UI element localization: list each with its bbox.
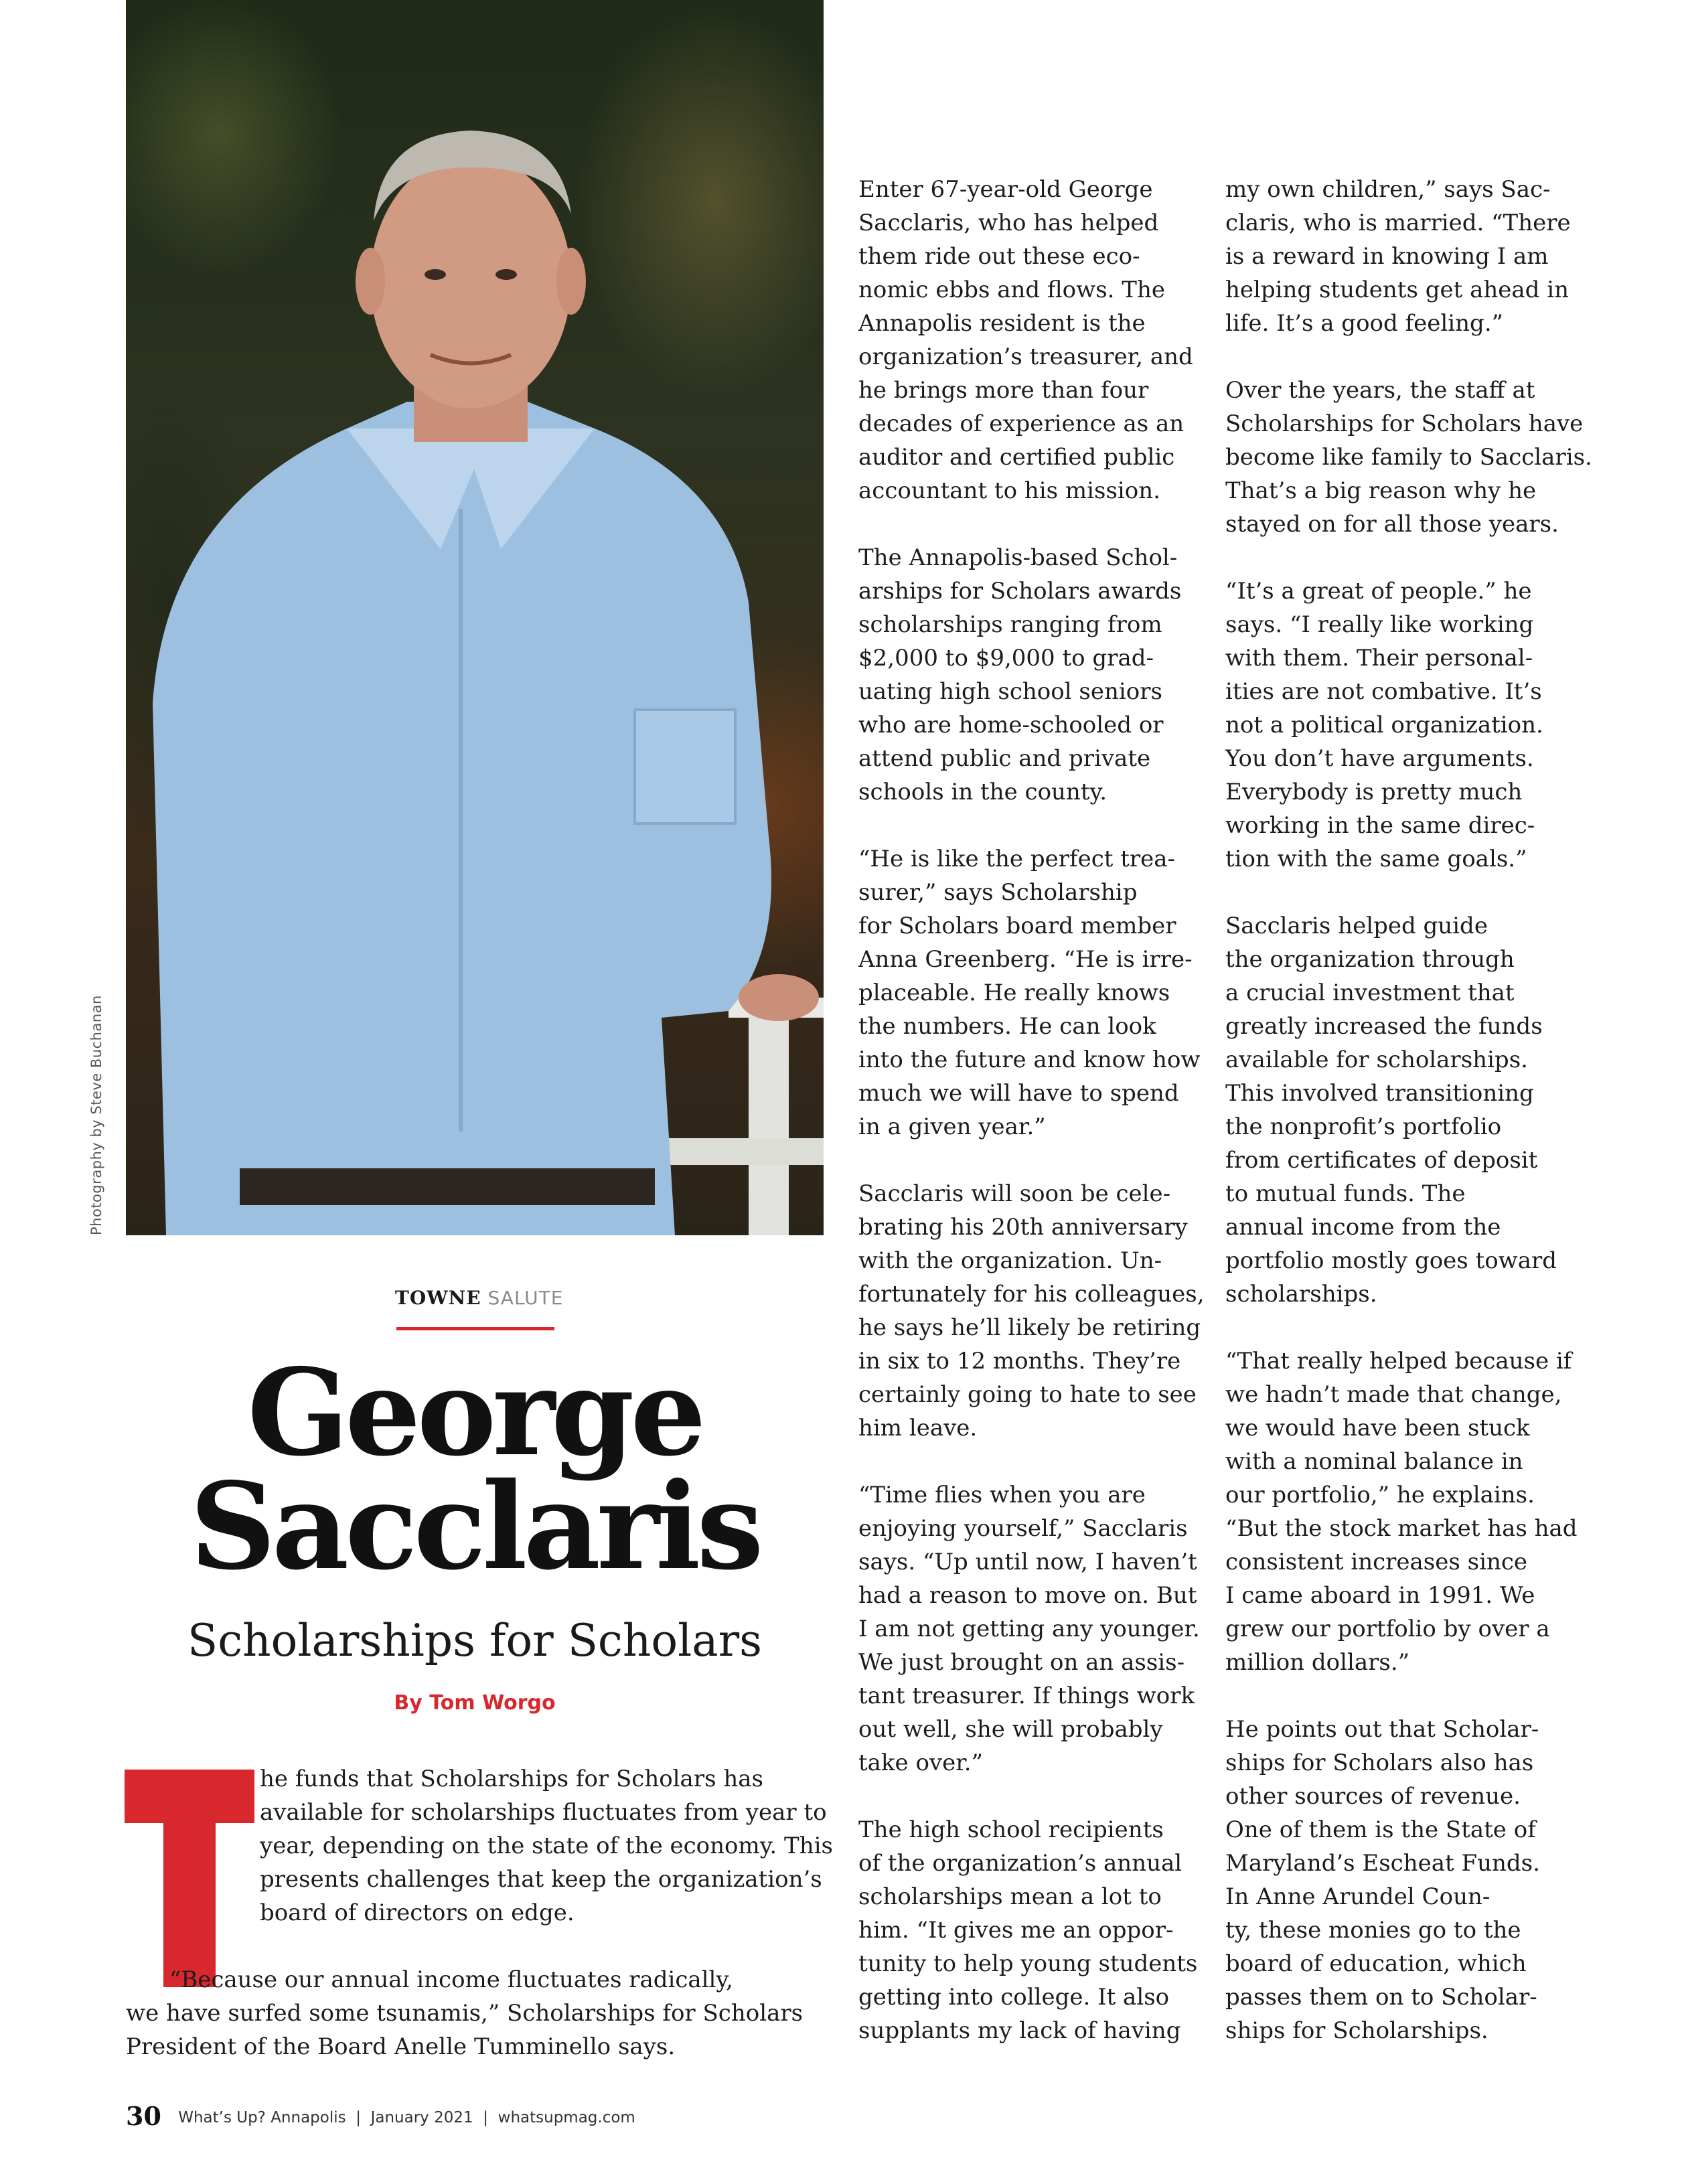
article-headline	[126, 1342, 824, 1596]
text-line: not a political organization.	[1225, 712, 1543, 738]
section-kicker	[395, 1287, 564, 1309]
text-line: with the organization. Un-	[858, 1247, 1162, 1274]
text-line: Scholarships for Scholars have	[1225, 410, 1584, 437]
text-line: tant treasurer. If things work	[858, 1683, 1195, 1709]
text-line: stayed on for all those years.	[1225, 511, 1559, 538]
text-line: ships for Scholarships.	[1225, 2017, 1488, 2044]
text-line: with them. Their personal-	[1225, 645, 1533, 672]
paragraph-gap	[858, 1445, 1207, 1478]
text-line: consistent increases since	[1225, 1549, 1527, 1575]
text-line: Enter 67-year-old George	[858, 176, 1153, 203]
text-line: tunity to help young students	[858, 1950, 1198, 1977]
text-line: he funds that Scholarships for Scholars has	[260, 1766, 763, 1792]
paragraph-gap	[1225, 1679, 1574, 1713]
text-line: Maryland’s Escheat Funds.	[1225, 1850, 1540, 1877]
text-line: portfolio mostly goes toward	[1225, 1247, 1557, 1274]
text-line: ty, these monies go to the	[1225, 1917, 1521, 1944]
text-line: This involved transitioning	[1225, 1080, 1534, 1107]
text-line: we hadn’t made that change,	[1225, 1381, 1562, 1408]
text-line: “That really helped because if	[1225, 1348, 1572, 1375]
text-line: Sacclaris, who has helped	[858, 210, 1159, 236]
text-line: life. It’s a good feeling.”	[1225, 310, 1504, 337]
text-line: year, depending on the state of the economy. This	[260, 1832, 833, 1859]
intro-paragraph-2	[126, 1963, 829, 2063]
text-line: tion with the same goals.”	[1225, 846, 1527, 872]
paragraph-gap	[858, 508, 1207, 541]
drop-cap-t	[125, 1770, 254, 1987]
text-line: I came aboard in 1991. We	[1225, 1582, 1535, 1609]
page-footer	[126, 2101, 635, 2131]
text-line: The high school recipients	[858, 1816, 1164, 1843]
text-line: “It’s a great of people.” he	[1225, 578, 1532, 605]
text-line: surer,” says Scholarship	[858, 879, 1138, 906]
kicker-underline	[396, 1327, 554, 1330]
text-line: presents challenges that keep the organization’s	[260, 1866, 822, 1893]
text-line: scholarships.	[1225, 1281, 1377, 1308]
photo-credit: Photography by Steve Buchanan	[88, 995, 104, 1235]
text-line: the nonprofit’s portfolio	[1225, 1113, 1502, 1140]
text-line: organization’s treasurer, and	[858, 343, 1193, 370]
footer-publication: What’s Up? Annapolis | January 2021 | whatsupmag.com	[178, 2109, 635, 2126]
text-line: available for scholarships.	[1225, 1046, 1528, 1073]
text-line: Anna Greenberg. “He is irre-	[858, 946, 1193, 973]
text-line: claris, who is married. “There	[1225, 210, 1571, 236]
text-line: That’s a big reason why he	[1225, 477, 1537, 504]
paragraph-gap	[858, 1144, 1207, 1177]
portrait-photo	[126, 0, 824, 1235]
text-line: had a reason to move on. But	[858, 1582, 1197, 1609]
text-line: to mutual funds. The	[1225, 1180, 1466, 1207]
text-line: helping students get ahead in	[1225, 277, 1569, 303]
text-line: a crucial investment that	[1225, 980, 1515, 1006]
text-line: He points out that Scholar-	[1225, 1716, 1539, 1743]
paragraph-gap	[858, 809, 1207, 842]
text-line: working in the same direc-	[1225, 812, 1535, 839]
text-line: decades of experience as an	[858, 410, 1184, 437]
text-line: $2,000 to $9,000 to grad-	[858, 645, 1154, 672]
text-line: who are home-schooled or	[858, 712, 1164, 738]
text-line: we would have been stuck	[1225, 1415, 1530, 1441]
intro-paragraph	[260, 1762, 833, 1930]
text-line: uating high school seniors	[858, 678, 1162, 705]
text-line: You don’t have arguments.	[1225, 745, 1534, 772]
text-line: “But the stock market has had	[1225, 1515, 1578, 1542]
text-line: other sources of revenue.	[1225, 1783, 1521, 1810]
text-line: board of directors on edge.	[260, 1899, 575, 1926]
text-line: in six to 12 months. They’re	[858, 1348, 1181, 1375]
text-line: placeable. He really knows	[858, 980, 1170, 1006]
paragraph-gap	[1225, 340, 1574, 374]
text-line: available for scholarships fluctuates from year to	[260, 1799, 827, 1826]
text-line: ships for Scholars also has	[1225, 1749, 1534, 1776]
text-line: our portfolio,” he explains.	[1225, 1482, 1535, 1508]
text-line: them ride out these eco-	[858, 243, 1140, 270]
text-line: from certificates of deposit	[1225, 1147, 1538, 1174]
headline-line-1: George	[247, 1342, 702, 1482]
paragraph-gap	[1225, 541, 1574, 574]
text-line: become like family to Sacclaris.	[1225, 444, 1592, 471]
paragraph-gap	[1225, 876, 1574, 909]
text-line: much we will have to spend	[858, 1080, 1179, 1107]
text-line: board of education, which	[1225, 1950, 1527, 1977]
text-line: accountant to his mission.	[858, 477, 1160, 504]
kicker-part-1: TOWNE	[395, 1287, 481, 1309]
text-line: enjoying yourself,” Sacclaris	[858, 1515, 1188, 1542]
text-line: arships for Scholars awards	[858, 578, 1182, 605]
text-line: In Anne Arundel Coun-	[1225, 1883, 1490, 1910]
text-line: One of them is the State of	[1225, 1816, 1536, 1843]
body-column-3	[1225, 173, 1592, 2047]
text-line: says. “Up until now, I haven’t	[858, 1549, 1197, 1575]
text-line: “Because our annual income fluctuates radically,	[126, 1966, 733, 1993]
text-line: the numbers. He can look	[858, 1013, 1156, 1040]
text-line: The Annapolis-based Schol-	[858, 544, 1178, 571]
text-line: Over the years, the staff at	[1225, 377, 1535, 404]
text-line: schools in the county.	[858, 779, 1107, 805]
text-line: for Scholars board member	[858, 913, 1176, 939]
text-line: passes them on to Scholar-	[1225, 1984, 1537, 2011]
text-line: I am not getting any younger.	[858, 1616, 1200, 1642]
text-line: him leave.	[858, 1415, 978, 1441]
article-subhead: Scholarships for Scholars	[187, 1615, 762, 1666]
text-line: out well, she will probably	[858, 1716, 1163, 1743]
text-line: scholarships ranging from	[858, 611, 1162, 638]
text-line: greatly increased the funds	[1225, 1013, 1543, 1040]
text-line: Everybody is pretty much	[1225, 779, 1523, 805]
text-line: with a nominal balance in	[1225, 1448, 1523, 1475]
text-line: we have surfed some tsunamis,” Scholarships for Scholars	[126, 2000, 804, 2027]
kicker-part-2: SALUTE	[487, 1287, 564, 1309]
text-line: Annapolis resident is the	[858, 310, 1146, 337]
text-line: “He is like the perfect trea-	[858, 846, 1176, 872]
text-line: supplants my lack of having	[858, 2017, 1181, 2044]
text-line: take over.”	[858, 1749, 983, 1776]
text-line: is a reward in knowing I am	[1225, 243, 1549, 270]
paragraph-gap	[1225, 1311, 1574, 1344]
headline-line-2: Sacclaris	[189, 1456, 760, 1596]
text-line: says. “I really like working	[1225, 611, 1534, 638]
text-line: of the organization’s annual	[858, 1850, 1182, 1877]
body-column-2	[858, 173, 1207, 2047]
text-line: attend public and private	[858, 745, 1151, 772]
text-line: fortunately for his colleagues,	[858, 1281, 1205, 1308]
text-line: he brings more than four	[858, 377, 1149, 404]
text-line: getting into college. It also	[858, 1984, 1170, 2011]
text-line: Sacclaris will soon be cele-	[858, 1180, 1171, 1207]
byline: By Tom Worgo	[394, 1691, 556, 1715]
text-line: scholarships mean a lot to	[858, 1883, 1162, 1910]
text-line: million dollars.”	[1225, 1649, 1410, 1676]
text-line: We just brought on an assis-	[858, 1649, 1185, 1676]
text-line: ities are not combative. It’s	[1225, 678, 1542, 705]
text-line: in a given year.”	[858, 1113, 1046, 1140]
text-line: he says he’ll likely be retiring	[858, 1314, 1201, 1341]
text-line: auditor and certified public	[858, 444, 1175, 471]
text-line: Sacclaris helped guide	[1225, 913, 1488, 939]
text-line: grew our portfolio by over a	[1225, 1616, 1550, 1642]
portrait-illustration	[126, 0, 824, 1235]
text-line: him. “It gives me an oppor-	[858, 1917, 1174, 1944]
text-line: nomic ebbs and flows. The	[858, 277, 1165, 303]
text-line: the organization through	[1225, 946, 1515, 973]
text-line: “Time flies when you are	[858, 1482, 1146, 1508]
page-number: 30	[126, 2101, 161, 2131]
text-line: President of the Board Anelle Tumminello says.	[126, 2033, 676, 2060]
text-line: my own children,” says Sac-	[1225, 176, 1551, 203]
text-line: annual income from the	[1225, 1214, 1501, 1241]
text-line: certainly going to hate to see	[858, 1381, 1197, 1408]
text-line: brating his 20th anniversary	[858, 1214, 1188, 1241]
text-line: into the future and know how	[858, 1046, 1201, 1073]
paragraph-gap	[858, 1780, 1207, 1813]
